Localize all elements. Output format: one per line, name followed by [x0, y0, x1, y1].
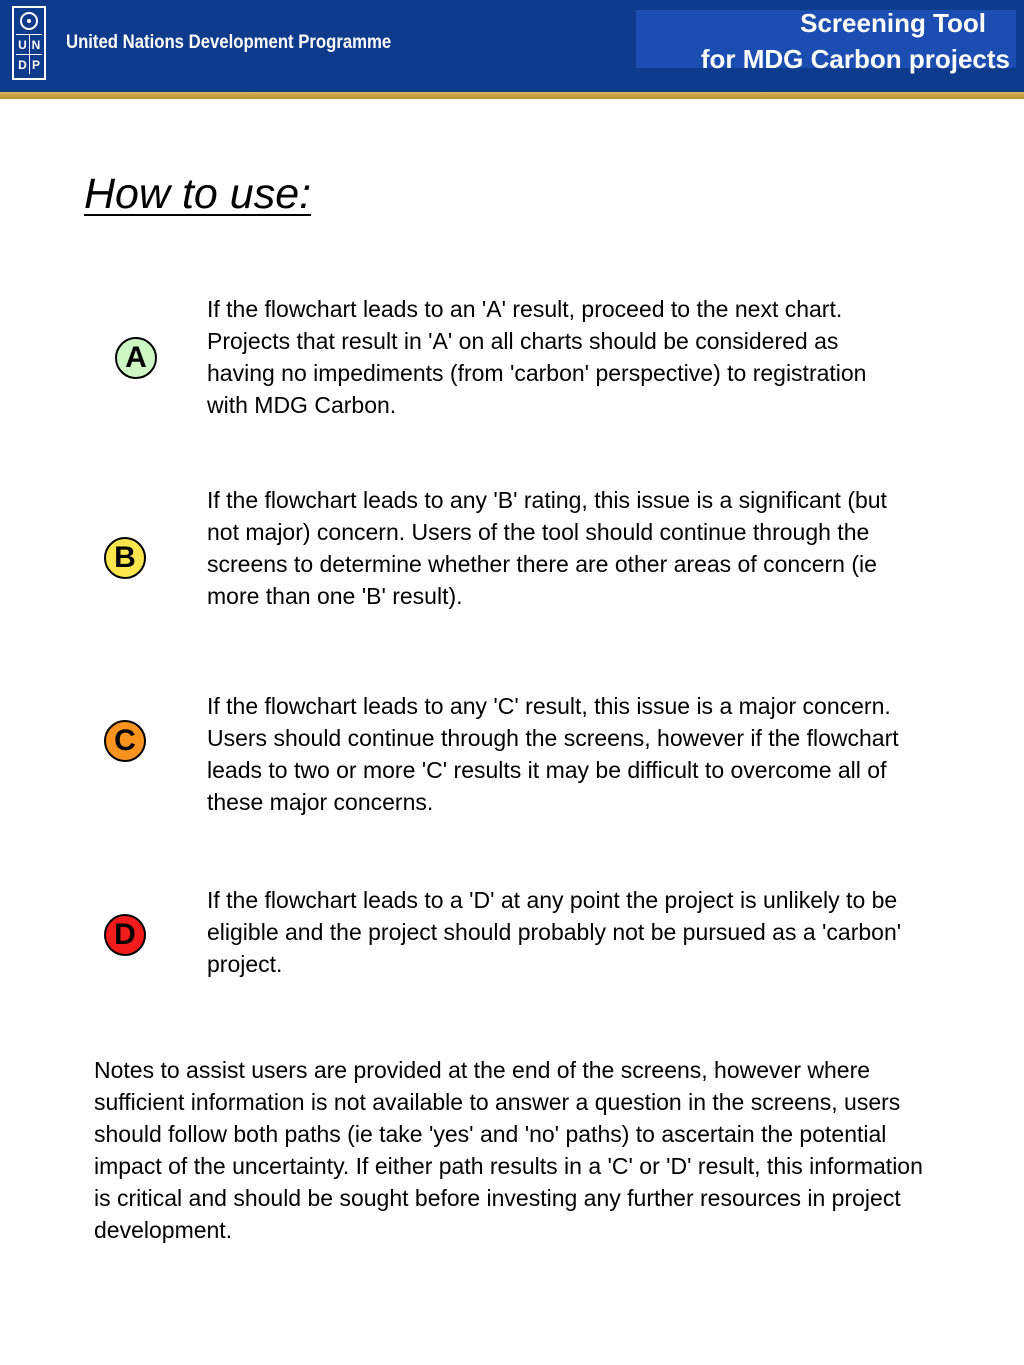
rating-badge-c: C	[104, 720, 146, 762]
rating-description-b: If the flowchart leads to any 'B' rating, this issue is a significant (but not major) concern. Users of the tool should continue through the screens to determine whether there are other areas of concern (ie more than one 'B' result).	[207, 487, 887, 609]
notes-paragraph: Notes to assist users are provided at the end of the screens, however where sufficient information is not available to answer a question in the screens, users should follow both paths (ie take 'yes' and 'no' paths) to ascertain the potential impact of the uncertainty. If either path results in a 'C' or 'D' result, this information is critical and should be sought before investing any further resources in project development.	[94, 1057, 923, 1243]
rating-description-c: If the flowchart leads to any 'C' result, this issue is a major concern. Users should continue through the screens, however if the flowchart leads to two or more 'C' results it may be difficult to overcome all of these major concerns.	[207, 693, 899, 815]
un-emblem-icon	[20, 12, 38, 30]
organization-name: United Nations Development Programme	[66, 32, 392, 53]
rating-badge-d: D	[104, 914, 146, 956]
title-line-1: Screening Tool	[800, 8, 986, 38]
header-gold-stripe	[0, 92, 1024, 99]
rating-description-a: If the flowchart leads to an 'A' result, proceed to the next chart. Projects that result in 'A' on all charts should be considered as having no impediments (from 'carbon' perspective) to registration with MDG Carbon.	[207, 296, 867, 418]
undp-logo	[12, 6, 46, 80]
page-heading: How to use:	[84, 170, 312, 218]
rating-badge-a: A	[115, 337, 157, 379]
logo-letter: P	[29, 54, 42, 74]
rating-badge-b: B	[104, 537, 146, 579]
rating-description-d: If the flowchart leads to a 'D' at any point the project is unlikely to be eligible and the project should probably not be pursued as a 'carbon' project.	[207, 887, 902, 977]
logo-letter: N	[29, 34, 42, 54]
title-line-2: for MDG Carbon projects	[700, 44, 1010, 74]
logo-letter: U	[16, 34, 29, 54]
logo-letters	[16, 34, 42, 74]
header-banner	[0, 0, 1024, 92]
document-title	[590, 5, 1010, 77]
logo-letter: D	[16, 54, 29, 74]
